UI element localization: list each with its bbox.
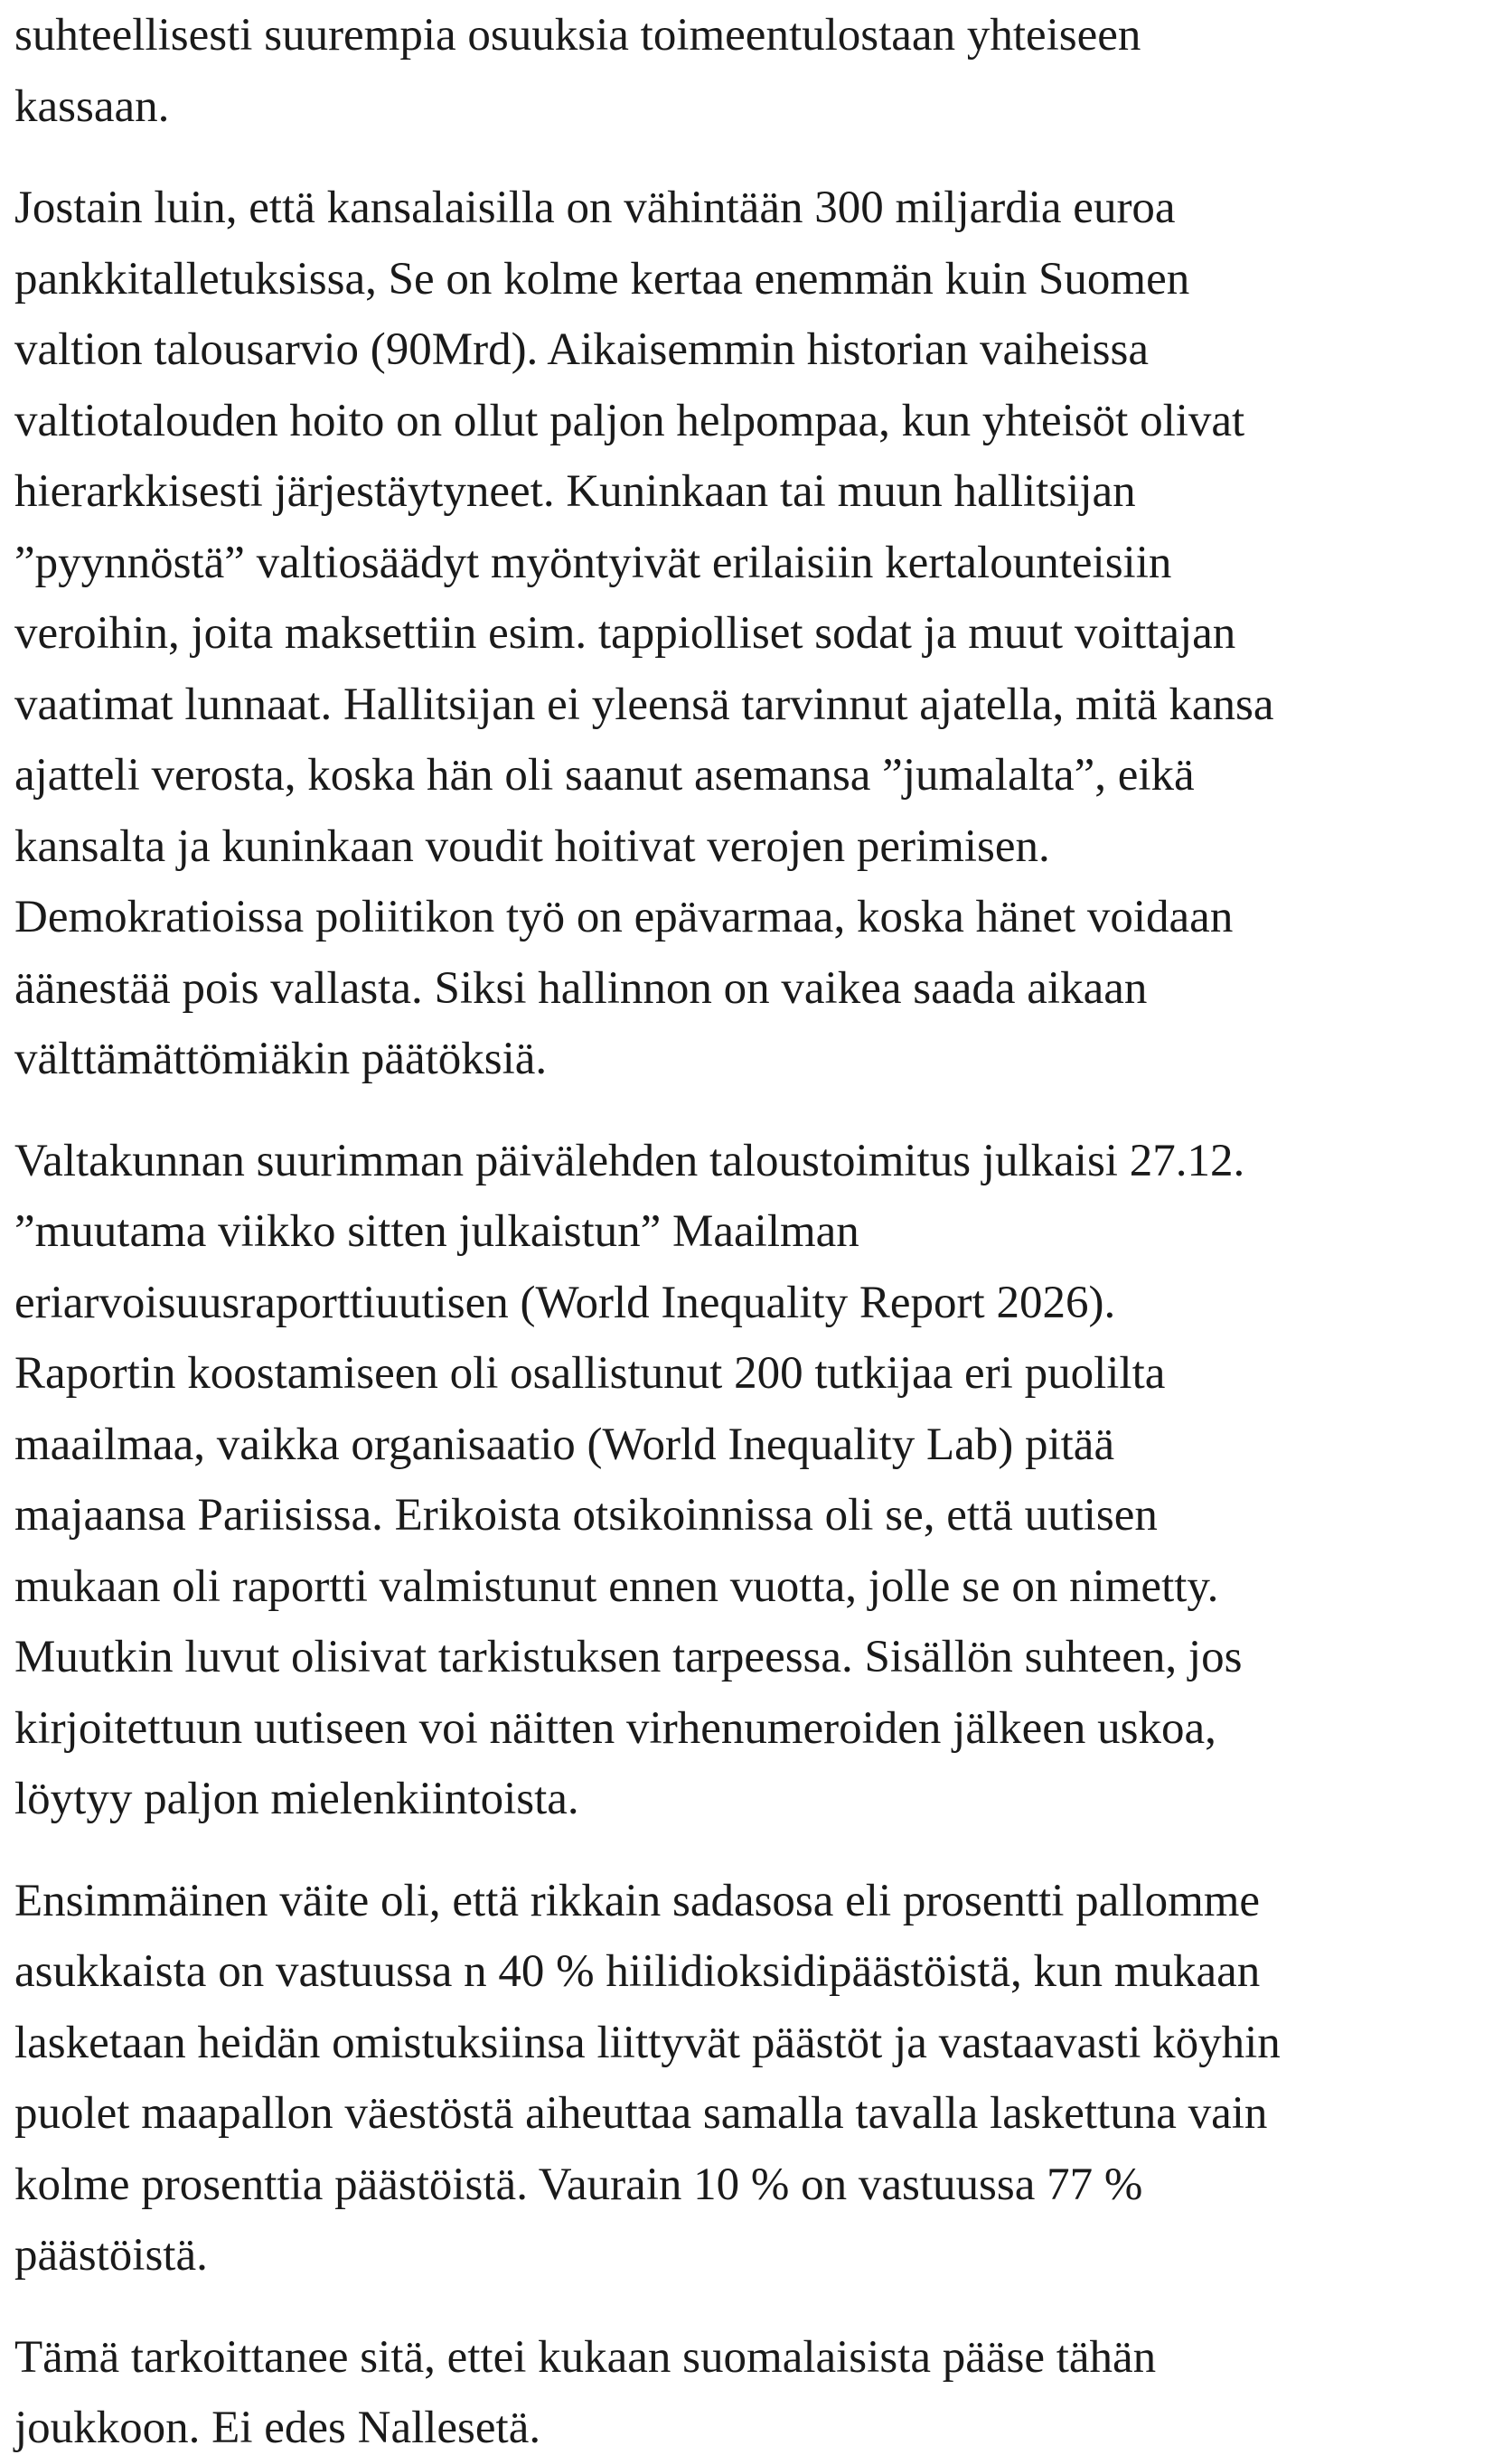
article-body — [14, 0, 1488, 2464]
paragraph-inequality-report: Valtakunnan suurimman päivälehden taloustoimitus julkaisi 27.12. ”muutama viikko sitten julkaistun” Maailman eriarvoisuusraporttiuutisen (World Inequality Report 2026). Raportin koostamiseen oli osallistunut 200 tutkijaa eri puolilta maailmaa, vaikka organisaatio (World Inequality Lab) pitää majaansa Pariisissa. Erikoista otsikoinnissa oli se, että uutisen mukaan oli raportti valmistunut ennen vuotta, jolle se on nimetty. Muutkin luvut olisivat tarkistuksen tarpeessa. Sisällön suhteen, jos kirjoitettuun uutiseen voi näitten virhenumeroiden jälkeen uskoa, löytyy paljon mielenkiintoista. — [14, 1135, 1245, 1824]
paragraph-emissions-claim: Ensimmäinen väite oli, että rikkain sadasosa eli prosentti pallomme asukkaista on vastuussa n 40 % hiilidioksidipäästöistä, kun mukaan lasketaan heidän omistuksiinsa liittyvät päästöt ja vastaavasti köyhin puolet maapallon väestöstä aiheuttaa samalla tavalla laskettuna vain kolme prosenttia päästöistä. Vaurain 10 % on vastuussa 77 % päästöistä. — [14, 1875, 1281, 2281]
paragraph-conclusion: Tämä tarkoittanee sitä, ettei kukaan suomalaisista pääse tähän joukkoon. Ei edes Nallesetä. — [14, 2331, 1157, 2453]
paragraph-bank-deposits: Jostain luin, että kansalaisilla on vähintään 300 miljardia euroa pankkitalletuksissa, Se on kolme kertaa enemmän kuin Suomen valtion talousarvio (90Mrd). Aikaisemmin historian vaiheissa valtiotalouden hoito on ollut paljon helpompaa, kun yhteisöt olivat hierarkkisesti järjestäytyneet. Kuninkaan tai muun hallitsijan ”pyynnöstä” valtiosäädyt myöntyivät erilaisiin kertalounteisiin veroihin, joita maksettiin esim. tappiolliset sodat ja muut voittajan vaatimat lunnaat. Hallitsijan ei yleensä tarvinnut ajatella, mitä kansa ajatteli verosta, koska hän oli saanut asemansa ”jumalalta”, eikä kansalta ja kuninkaan voudit hoitivat verojen perimisen. Demokratioissa poliitikon työ on epävarmaa, koska hänet voidaan äänestää pois vallasta. Siksi hallinnon on vaikea saada aikaan välttämättömiäkin päätöksiä. — [14, 183, 1274, 1084]
paragraph-intro-fragment: suhteellisesti suurempia osuuksia toimeentulostaan yhteiseen kassaan. — [14, 10, 1141, 132]
